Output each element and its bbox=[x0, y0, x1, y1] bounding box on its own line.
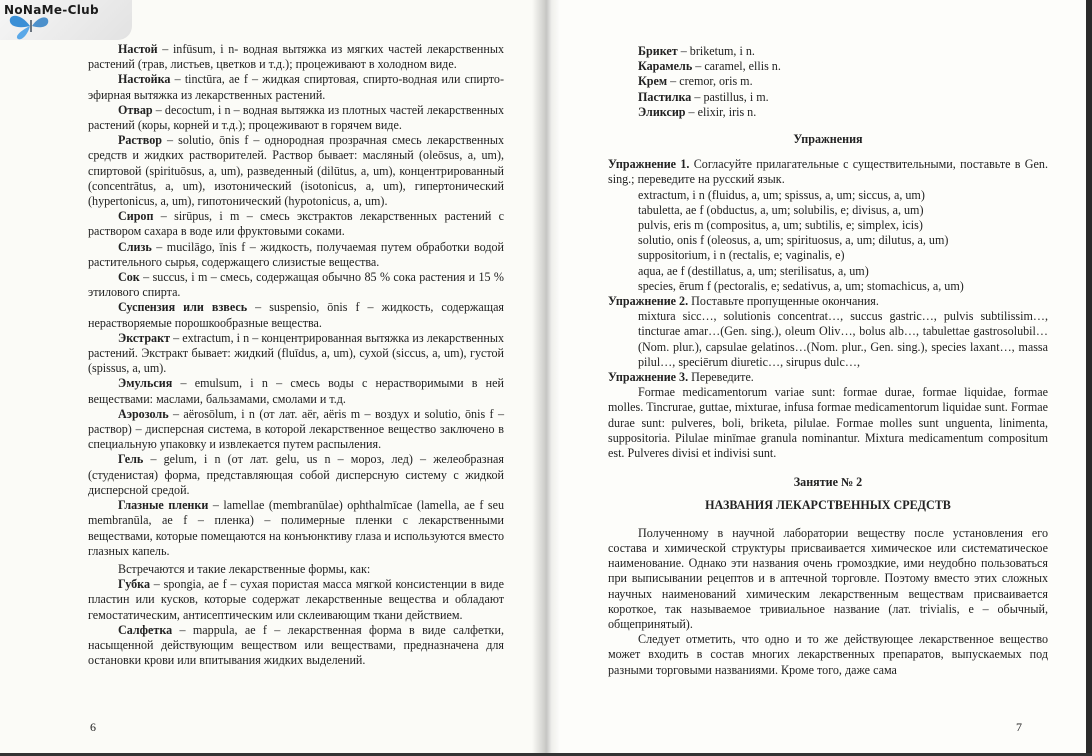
entry-glaznye-plenki: Глазные пленки – lamellae (membranūlae) ophthalmīcae (lamella, ae f seu membranūla, ae f – пленка) – полимерные пленки с лекарственными веществами, которые помещаются на конъюнктиву глаза и используются вместо глазных капель. bbox=[88, 498, 504, 558]
left-page-text bbox=[88, 42, 504, 668]
exercise-1: Упражнение 1. Согласуйте прилагательные с существительными, поставьте в Gen. sing.; переведите на русский язык. bbox=[608, 157, 1048, 187]
entry-nastoy: Настой – infūsum, i n- водная вытяжка из мягких частей лекарственных растений (трав, листьев, цветков и т.д.); процеживают в холодном виде. bbox=[88, 42, 504, 72]
paragraph-1: Полученному в научной лаборатории веществу после установления его состава и химической структуры присваивается химическое или систематическое наименование. Однако эти названия очень громоздкие, ими неудобно пользоваться при выписывании рецептов и в аптечной торговле. Поэтому вместо этих сложных научных наименований химическим лекарственным веществам присваивается короткое, так называемое тривиальное название (лат. trivialis, e – обычный, общепринятый). bbox=[608, 525, 1048, 631]
list-item: solutio, onis f (oleosus, a, um; spirituosus, a, um; dilutus, a, um) bbox=[638, 233, 949, 248]
entry-karamel: Карамель – caramel, ellis n. bbox=[638, 59, 781, 74]
entry-otvar: Отвар – decoctum, i n – водная вытяжка из плотных частей лекарственных растений (коры, корней и т.д.); процеживают в горячем виде. bbox=[88, 102, 504, 133]
entry-salfetka: Салфетка – mappula, ae f – лекарственная форма в виде салфетки, насыщенной действующим веществом или веществами, предназначена для остановки крови или впитывания жидких выделений. bbox=[88, 622, 504, 668]
entry-briket: Брикет – briketum, i n. bbox=[638, 44, 755, 58]
entry-sliz: Слизь – mucilāgo, īnis f – жидкость, получаемая путем обработки водой растительного сырья, содержащего слизистые вещества. bbox=[88, 239, 504, 269]
entry-pastilka: Пастилка – pastillus, i m. bbox=[638, 89, 769, 104]
lesson-heading: Занятие № 2 bbox=[793, 475, 863, 490]
exercise-1-items bbox=[608, 188, 1048, 294]
page-number: 7 bbox=[1016, 720, 1022, 734]
entry-ekstrakt: Экстракт – extractum, i n – концентрированная вытяжка из лекарственных растений. Экстракт бывает: жидкий (fluīdus, a, um), сухой (siccus, a, um), густой (spissus, a, um). bbox=[88, 330, 504, 376]
exercise-2: Упражнение 2. Поставьте пропущенные окончания. bbox=[608, 294, 879, 309]
exercises-heading: Упражнения bbox=[793, 132, 863, 147]
page-edge bbox=[1086, 0, 1092, 756]
entry-nastoyka: Настойка – tinctūra, ae f – жидкая спиртовая, спирто-водная или спирто-эфирная вытяжка из лекарственных растений. bbox=[88, 72, 504, 102]
list-item: aqua, ae f (destillatus, a, um; sterilisatus, a, um) bbox=[638, 263, 869, 278]
butterfly-icon bbox=[6, 12, 54, 40]
entry-rastvor: Раствор – solutio, ōnis f – однородная прозрачная смесь лекарственных средств и жидких растворителей. Раствор бывает: масляный (oleōsus, a, um), спиртовой (spirituōsus, a, um), разведенный (dilūtus, a, um), концентрированный (concentrātus, a, um), изотонический (isotonicus, a, um), гипертонический (hypertonicus, a, um), гипотонический (hypotonicus, a, um). bbox=[88, 133, 504, 209]
entry-eliksir: Эликсир – elixir, iris n. bbox=[638, 104, 757, 119]
right-page bbox=[546, 0, 1092, 756]
entry-emulsiya: Эмульсия – emulsum, i n – смесь воды с нерастворимыми в ней веществами: маслами, бальзамами, смолами и т.д. bbox=[88, 376, 504, 406]
book-gutter bbox=[532, 0, 560, 756]
paragraph-2: Следует отметить, что одно и то же действующее лекарственное вещество может входить в состав многих лекарственных препаратов, выпускаемых под разными торговыми названиями. Кроме того, даже сама bbox=[608, 632, 1048, 677]
watermark-logo bbox=[0, 0, 132, 40]
entry-krem: Крем – cremor, oris m. bbox=[638, 74, 753, 89]
list-item: suppositorium, i n (rectalis, e; vaginalis, e) bbox=[638, 248, 845, 263]
entry-aerozol: Аэрозоль – aërosōlum, i n (от лат. aër, aëris m – воздух и solutio, ōnis f – раствор) – дисперсная система, в которой лекарственное вещество заключено в специальную упаковку и извлекается путем распыления. bbox=[88, 406, 504, 452]
entry-gubka: Губка – spongia, ae f – сухая пористая масса мягкой консистенции в виде пластин или кусков, которые содержат лекарственные вещества и обладают гемостатическим, антисептическим или склеивающим ткани действием. bbox=[88, 577, 504, 622]
logo-text: NoNaMe-Club bbox=[4, 3, 99, 17]
list-item: species, ērum f (pectoralis, e; sedativus, a, um; stomachicus, a, um) bbox=[638, 278, 964, 293]
intro-paragraph: Встречаются и такие лекарственные формы, как: bbox=[118, 561, 371, 576]
exercise-2-text: mixtura sicc…, solutionis concentrat…, succus gastric…, pulvis subtilissim…, tincturae amar…(Gen. sing.), oleum Oliv…, bolus alb…, tabulettae gastrosolubil…(Nom. plur.), capsulae gelatinos…(Nom. plur., Gen. sing.), species laxant…, massa pilul…, speciērum diuretic…, sirupus dulc…, bbox=[638, 309, 1048, 369]
entry-suspenziya: Суспензия или взвесь – suspensio, ōnis f – жидкость, содержащая нерастворяемые порошкообразные вещества. bbox=[88, 300, 504, 330]
entry-sok: Сок – succus, i m – смесь, содержащая обычно 85 % сока растения и 15 % этилового спирта. bbox=[88, 270, 504, 300]
exercise-3-text: Formae medicamentorum variae sunt: formae durae, formae liquidae, formae molles. Tincrurae, guttae, mixturae, infusa formae medicamentorum liquidae sunt. Formae durae sunt: pulveres, boli, briketa, pilulae. Formae molles sunt unguenta, linimenta, suppositoria. Pilulae minīmae granula nominantur. Mixtura medicamentum compositum est. Pulveres divisi et indivisi sunt. bbox=[608, 385, 1048, 461]
page-number: 6 bbox=[90, 720, 96, 734]
entry-sirop: Сироп – sirūpus, i m – смесь экстрактов лекарственных растений с раствором сахара в воде или фруктовыми соками. bbox=[88, 209, 504, 239]
list-item: pulvis, eris m (compositus, a, um; subtilis, e; simplex, icis) bbox=[638, 218, 923, 233]
exercise-3: Упражнение 3. Переведите. bbox=[608, 370, 754, 385]
list-item: extractum, i n (fluidus, a, um; spissus, a, um; siccus, a, um) bbox=[638, 187, 925, 202]
section-heading: НАЗВАНИЯ ЛЕКАРСТВЕННЫХ СРЕДСТВ bbox=[705, 498, 951, 513]
right-page-text bbox=[608, 44, 1048, 678]
list-item: tabuletta, ae f (obductus, a, um; solubilis, e; divisus, a, um) bbox=[638, 202, 924, 217]
entry-gel: Гель – gelum, i n (от лат. gelu, us n – мороз, лед) – желеобразная (студенистая) форма, представляющая собой дисперсную систему с жидкой дисперсной средой. bbox=[88, 452, 504, 497]
